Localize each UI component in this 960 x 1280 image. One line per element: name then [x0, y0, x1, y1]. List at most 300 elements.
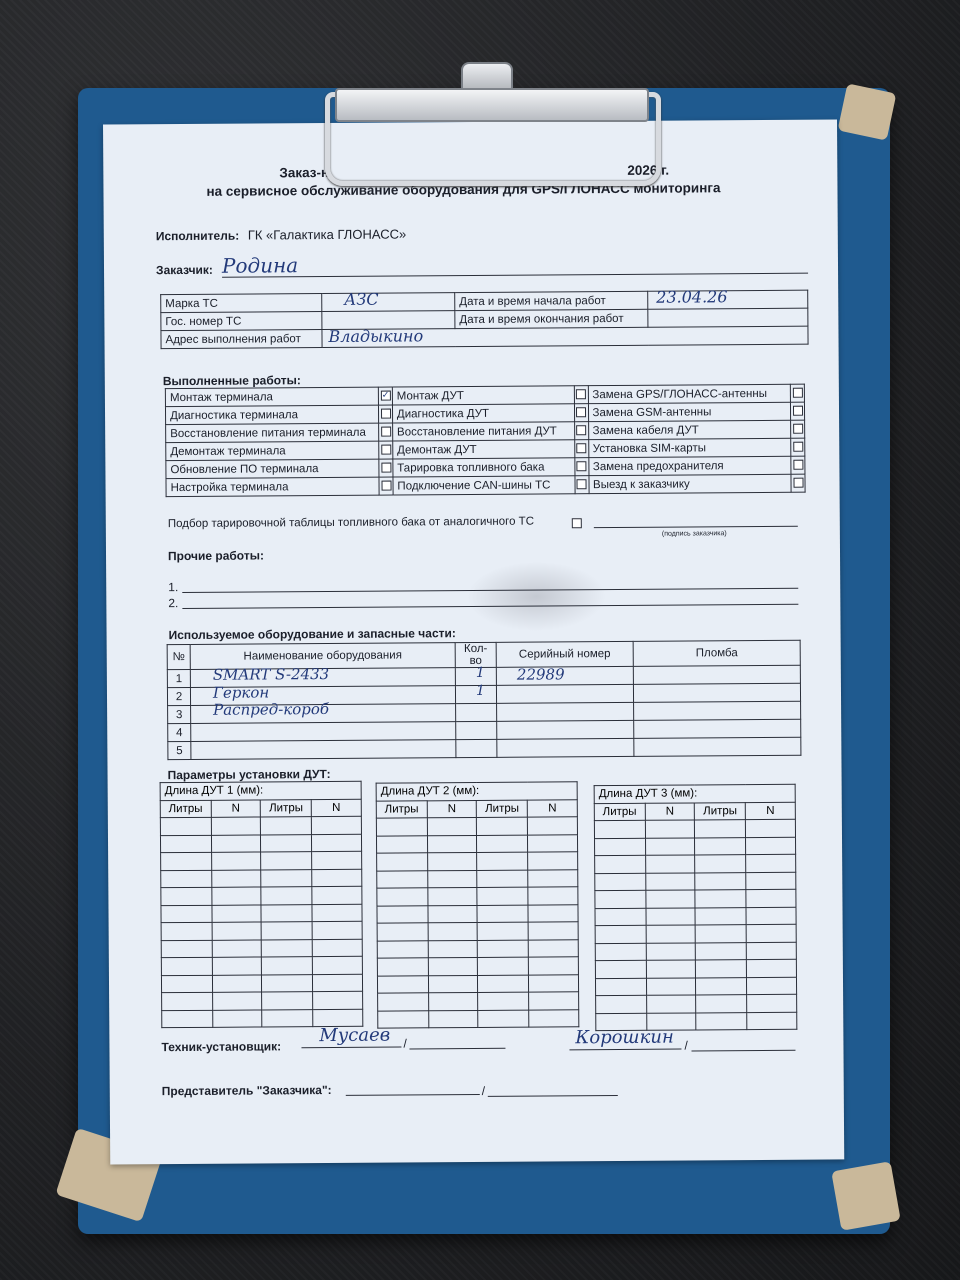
equipment-table: [167, 640, 802, 760]
dut-cell[interactable]: [312, 904, 362, 922]
dut-title: Длина ДУТ 1 (мм):: [160, 781, 361, 800]
brand-value: АЗС: [344, 289, 379, 309]
dut-cell[interactable]: [477, 905, 528, 923]
row-number: 1: [167, 669, 190, 687]
dut-cell[interactable]: [262, 922, 313, 940]
dut-cell[interactable]: [261, 852, 312, 870]
dut-cell[interactable]: [262, 1009, 313, 1027]
work-checkbox[interactable]: [793, 388, 803, 398]
work-item-label: Тарировка топливного бака: [393, 458, 575, 477]
dut-cell[interactable]: [696, 995, 747, 1013]
dut-cell[interactable]: [377, 923, 428, 941]
dut-cell[interactable]: [745, 819, 795, 837]
dut-cell[interactable]: [528, 957, 578, 975]
work-item-label: Монтаж ДУТ: [392, 386, 574, 405]
dut-row: [595, 837, 796, 856]
dut-row: [378, 992, 579, 1011]
dut-row: [594, 819, 795, 838]
dut-cell[interactable]: [161, 975, 212, 993]
dut-cell[interactable]: [261, 869, 312, 887]
dut-cell[interactable]: [747, 1012, 797, 1030]
dut-cell[interactable]: [377, 975, 428, 993]
dut-cell[interactable]: [528, 922, 578, 940]
dut-row: [595, 907, 796, 926]
work-checkbox[interactable]: [576, 426, 586, 436]
dut-cell[interactable]: [428, 922, 478, 940]
dut-row: [595, 977, 796, 996]
other-works-heading: Прочие работы:: [167, 548, 264, 564]
dut-row: [160, 816, 361, 835]
address-label: Адрес выполнения работ: [161, 330, 322, 349]
row-number: 2: [167, 687, 190, 705]
dut-cell[interactable]: [646, 925, 696, 943]
dut-row: [377, 957, 578, 976]
dut-row: [595, 854, 796, 873]
dut-cell[interactable]: [161, 852, 212, 870]
dut-cell[interactable]: [595, 838, 646, 856]
technician-sign-line-2: [569, 1049, 681, 1051]
dut-table-2: [376, 781, 580, 1028]
dut-row: [377, 922, 578, 941]
dut-cell[interactable]: [160, 817, 211, 835]
technician-name-line-1: [409, 1048, 505, 1050]
equipment-serial: [497, 702, 634, 721]
dut-col-header: N: [527, 799, 577, 817]
dut-row: [377, 939, 578, 958]
dut-row: [595, 889, 796, 908]
work-item-label: Установка SIM-карты: [588, 438, 791, 457]
dut-title: Длина ДУТ 3 (мм):: [594, 784, 795, 803]
dut-cell[interactable]: [427, 835, 477, 853]
technician-signature-1: Мусаев: [319, 1024, 391, 1047]
work-checkbox[interactable]: ✓: [381, 390, 390, 401]
dut-cell[interactable]: [211, 852, 261, 870]
equipment-name: [191, 740, 456, 760]
dut-cell[interactable]: [428, 940, 478, 958]
dut-cell[interactable]: [162, 1010, 213, 1028]
dut-cell[interactable]: [646, 942, 696, 960]
work-checkbox[interactable]: [577, 480, 587, 490]
dut-cell[interactable]: [746, 837, 796, 855]
dut-cell[interactable]: [595, 873, 646, 891]
other-works-item-2: 2.: [168, 596, 179, 611]
dut-cell[interactable]: [645, 872, 695, 890]
dut-col-header: Литры: [594, 803, 645, 821]
work-checkbox[interactable]: [793, 424, 803, 434]
plate-label: Гос. номер ТС: [161, 312, 322, 331]
dut-cell[interactable]: [595, 855, 646, 873]
dut-cell[interactable]: [478, 975, 529, 993]
dut-cell[interactable]: [161, 887, 212, 905]
tariff-label: Подбор тарировочной таблицы топливного бака от аналогичного ТС: [167, 515, 535, 531]
dut-col-header: N: [745, 802, 795, 820]
dut-cell[interactable]: [645, 890, 695, 908]
work-checkbox[interactable]: [576, 390, 586, 400]
equipment-seal: [634, 737, 801, 756]
dut-col-header: Литры: [261, 799, 312, 817]
dut-heading: Параметры установки ДУТ:: [167, 766, 331, 783]
customer-label: Заказчик:: [155, 262, 213, 278]
dut-cell[interactable]: [528, 904, 578, 922]
dut-cell[interactable]: [596, 995, 647, 1013]
title-line1-left: Заказ-н: [279, 164, 330, 181]
dut-row: [161, 904, 362, 923]
technician-sign-line-1: [301, 1047, 401, 1049]
dut-cell[interactable]: [746, 942, 796, 960]
dut-cell[interactable]: [696, 960, 747, 978]
dut-cell[interactable]: [377, 853, 428, 871]
dut-cell[interactable]: [211, 834, 261, 852]
equipment-seal: [634, 719, 801, 738]
dut-row: [161, 939, 362, 958]
equipment-heading: Используемое оборудование и запасные части:: [168, 626, 456, 643]
dut-cell[interactable]: [428, 905, 478, 923]
dut-cell[interactable]: [477, 870, 528, 888]
dut-cell[interactable]: [696, 942, 747, 960]
dut-title: Длина ДУТ 2 (мм):: [376, 782, 577, 801]
dut-cell[interactable]: [378, 993, 429, 1011]
dut-cell[interactable]: [312, 851, 362, 869]
dut-cell[interactable]: [529, 1009, 579, 1027]
dut-cell[interactable]: [211, 817, 261, 835]
work-item-label: Выезд к заказчику: [588, 474, 791, 493]
dut-cell[interactable]: [212, 904, 262, 922]
dut-cell[interactable]: [645, 855, 695, 873]
dut-cell[interactable]: [695, 855, 746, 873]
dut-cell[interactable]: [162, 992, 213, 1010]
dut-cell[interactable]: [377, 940, 428, 958]
dut-cell[interactable]: [262, 974, 313, 992]
dut-col-header: N: [211, 799, 261, 817]
dut-row: [376, 834, 577, 853]
dut-cell[interactable]: [212, 1009, 262, 1027]
dut-cell[interactable]: [427, 852, 477, 870]
col-seal: Пломба: [633, 640, 800, 666]
dut-row: [377, 904, 578, 923]
dut-cell[interactable]: [212, 922, 262, 940]
dut-cell[interactable]: [478, 922, 529, 940]
equipment-qty: [456, 739, 497, 757]
dut-row: [161, 869, 362, 888]
work-checkbox[interactable]: [576, 408, 586, 418]
dut-cell[interactable]: [261, 817, 312, 835]
work-checkbox[interactable]: [381, 409, 391, 419]
dut-cell[interactable]: [595, 978, 646, 996]
works-table: [165, 384, 806, 497]
dut-cell[interactable]: [477, 835, 528, 853]
dut-cell[interactable]: [595, 943, 646, 961]
works-row: [166, 474, 805, 496]
dut-cell[interactable]: [478, 1010, 529, 1028]
clipboard-corner: [831, 1161, 901, 1231]
work-item-label: Восстановление питания ДУТ: [392, 422, 574, 441]
dut-cell[interactable]: [528, 834, 578, 852]
work-checkbox[interactable]: [793, 442, 803, 452]
dut-cell[interactable]: [527, 817, 577, 835]
stain: [466, 561, 606, 632]
equipment-seal: [633, 683, 800, 702]
work-item-label: Настройка терминала: [166, 477, 379, 496]
dut-cell[interactable]: [161, 922, 212, 940]
dut-cell[interactable]: [211, 887, 261, 905]
dut-cell[interactable]: [746, 872, 796, 890]
dut-cell[interactable]: [696, 1012, 747, 1030]
clipboard-clip: [325, 62, 655, 180]
representative-sign-line: [346, 1094, 480, 1096]
dut-cell[interactable]: [312, 834, 362, 852]
dut-cell[interactable]: [529, 974, 579, 992]
dut-col-header: N: [311, 799, 361, 817]
dut-row: [160, 834, 361, 853]
work-item-label: Монтаж терминала: [165, 387, 378, 406]
dut-cell[interactable]: [312, 939, 362, 957]
dut-cell[interactable]: [262, 957, 313, 975]
row-number: 5: [168, 741, 191, 759]
technician-name-line-2: [691, 1050, 795, 1052]
dut-row: [595, 959, 796, 978]
dut-cell[interactable]: [212, 974, 262, 992]
customer-value: Родина: [221, 253, 299, 278]
dut-cell[interactable]: [595, 908, 646, 926]
work-checkbox[interactable]: [381, 463, 391, 473]
dut-cell[interactable]: [528, 869, 578, 887]
end-value: [648, 308, 808, 327]
dut-cell[interactable]: [311, 816, 361, 834]
dut-cell[interactable]: [212, 992, 262, 1010]
dut-table-1: [160, 781, 364, 1028]
dut-cell[interactable]: [595, 890, 646, 908]
dut-row: [161, 921, 362, 940]
clip-plate: [335, 88, 649, 122]
dut-cell[interactable]: [377, 888, 428, 906]
dut-cell[interactable]: [746, 924, 796, 942]
work-item-label: Замена кабеля ДУТ: [588, 420, 791, 439]
dut-cell[interactable]: [695, 890, 746, 908]
work-checkbox[interactable]: [576, 444, 586, 454]
dut-cell[interactable]: [746, 959, 796, 977]
customer-signature-line: [594, 526, 798, 528]
col-name: Наименование оборудования: [190, 643, 455, 670]
dut-cell[interactable]: [695, 820, 746, 838]
executor-label: Исполнитель:: [155, 228, 240, 244]
dut-col-header: Литры: [376, 800, 427, 818]
work-checkbox[interactable]: [793, 478, 803, 488]
dut-cell[interactable]: [261, 834, 312, 852]
equipment-name: SMART S-2433: [212, 664, 330, 684]
equipment-qty: [456, 721, 497, 739]
work-item-label: Демонтаж терминала: [166, 441, 379, 460]
row-number: 4: [168, 723, 191, 741]
work-checkbox[interactable]: [793, 406, 803, 416]
dut-cell[interactable]: [477, 852, 528, 870]
dut-cell[interactable]: [696, 925, 747, 943]
representative-label: Представитель "Заказчика":: [161, 1082, 332, 1099]
equipment-serial: 22989: [516, 665, 565, 684]
dut-cell[interactable]: [312, 956, 362, 974]
dut-row: [377, 869, 578, 888]
work-item-label: Подключение CAN-шины ТС: [393, 476, 575, 495]
work-checkbox[interactable]: [381, 427, 391, 437]
dut-col-header: Литры: [477, 800, 528, 818]
dut-cell[interactable]: [312, 869, 362, 887]
end-label: Дата и время окончания работ: [455, 309, 648, 328]
executor-value: ГК «Галактика ГЛОНАСС»: [247, 226, 407, 243]
dut-table-3: [594, 784, 798, 1031]
address-value: Владыкино: [328, 326, 424, 346]
dut-cell[interactable]: [646, 907, 696, 925]
dut-cell[interactable]: [595, 960, 646, 978]
dut-row: [595, 872, 796, 891]
dut-cell[interactable]: [528, 939, 578, 957]
equipment-seal: [634, 701, 801, 720]
dut-cell[interactable]: [211, 869, 261, 887]
dut-cell[interactable]: [747, 994, 797, 1012]
col-n: №: [167, 644, 190, 669]
start-value: 23.04.26: [656, 287, 728, 307]
dut-cell[interactable]: [427, 817, 477, 835]
equipment-seal: [633, 665, 800, 684]
dut-cell[interactable]: [746, 889, 796, 907]
dut-cell[interactable]: [696, 977, 747, 995]
dut-cell[interactable]: [746, 907, 796, 925]
equipment-name: Распред-короб: [213, 699, 330, 719]
dut-cell[interactable]: [376, 835, 427, 853]
technician-label: Техник-установщик:: [161, 1039, 282, 1055]
dut-cell[interactable]: [161, 905, 212, 923]
work-item-label: Обновление ПО терминала: [166, 459, 379, 478]
title-line1-right: 2026 г.: [627, 162, 670, 178]
dut-row: [161, 956, 362, 975]
equipment-qty: [456, 703, 497, 721]
dut-cell[interactable]: [695, 837, 746, 855]
work-item-label: Диагностика ДУТ: [392, 404, 574, 423]
dut-cell[interactable]: [747, 977, 797, 995]
equipment-serial: [497, 738, 634, 757]
dut-cell[interactable]: [428, 992, 478, 1010]
table-row: [168, 737, 801, 759]
brand-label: Марка ТС: [161, 294, 322, 313]
dut-cell[interactable]: [645, 837, 695, 855]
dut-cell[interactable]: [212, 957, 262, 975]
work-checkbox[interactable]: [577, 462, 587, 472]
dut-cell[interactable]: [312, 921, 362, 939]
dut-cell[interactable]: [477, 887, 528, 905]
dut-cell[interactable]: [528, 852, 578, 870]
dut-cell[interactable]: [262, 939, 313, 957]
dut-row: [377, 852, 578, 871]
dut-cell[interactable]: [161, 870, 212, 888]
dut-row: [378, 1009, 579, 1028]
dut-cell[interactable]: [428, 1010, 478, 1028]
dut-row: [161, 974, 362, 993]
dut-row: [595, 942, 796, 961]
dut-cell[interactable]: [594, 820, 645, 838]
vehicle-table: [160, 287, 808, 350]
dut-row: [376, 817, 577, 836]
customer-line: [222, 273, 808, 278]
dut-cell[interactable]: [161, 957, 212, 975]
representative-name-line: [488, 1095, 618, 1097]
work-checkbox[interactable]: [793, 460, 803, 470]
dut-cell[interactable]: [377, 905, 428, 923]
dut-cell[interactable]: [478, 940, 529, 958]
dut-cell[interactable]: [695, 872, 746, 890]
dut-cell[interactable]: [645, 820, 695, 838]
dut-col-header: Литры: [160, 800, 211, 818]
dut-cell[interactable]: [376, 818, 427, 836]
equipment-name: Геркон: [212, 683, 270, 702]
dut-cell[interactable]: [313, 991, 363, 1009]
dut-col-header: N: [427, 800, 477, 818]
dut-cell[interactable]: [312, 886, 362, 904]
work-item-label: Восстановление питания терминала: [166, 423, 379, 442]
dut-cell[interactable]: [478, 992, 529, 1010]
dut-row: [377, 887, 578, 906]
dut-cell[interactable]: [477, 817, 528, 835]
dut-cell[interactable]: [428, 975, 478, 993]
dut-cell[interactable]: [646, 995, 696, 1013]
equipment-serial: [496, 684, 633, 703]
equipment-qty: 1: [475, 682, 485, 699]
dut-row: [595, 924, 796, 943]
dut-cell[interactable]: [478, 957, 529, 975]
dut-cell[interactable]: [377, 870, 428, 888]
dut-cell[interactable]: [746, 854, 796, 872]
dut-cell[interactable]: [313, 974, 363, 992]
dut-cell[interactable]: [529, 992, 579, 1010]
start-label: Дата и время начала работ: [455, 291, 648, 310]
dut-row: [161, 851, 362, 870]
work-item-label: Замена GSM-антенны: [588, 402, 791, 421]
dut-row: [162, 991, 363, 1010]
dut-cell[interactable]: [160, 835, 211, 853]
dut-cell[interactable]: [428, 957, 478, 975]
work-checkbox[interactable]: [381, 481, 391, 491]
dut-cell[interactable]: [161, 940, 212, 958]
dut-cell[interactable]: [377, 958, 428, 976]
signature-caption: (подпись заказчика): [661, 530, 727, 538]
dut-cell[interactable]: [212, 939, 262, 957]
equipment-name: [191, 722, 456, 742]
dut-row: [377, 974, 578, 993]
work-item-label: Замена предохранителя: [588, 456, 791, 475]
dut-cell[interactable]: [261, 887, 312, 905]
row-number: 3: [168, 705, 191, 723]
dut-cell[interactable]: [595, 925, 646, 943]
dut-cell[interactable]: [646, 977, 696, 995]
clipboard-corner: [838, 83, 897, 140]
work-item-label: Замена GPS/ГЛОНАСС-антенны: [588, 384, 791, 403]
dut-col-header: N: [645, 802, 695, 820]
dut-cell[interactable]: [695, 907, 746, 925]
dut-cell[interactable]: [427, 887, 477, 905]
work-order-sheet: Заказ-н 2026 г. на сервисное обслуживание оборудования для GPS/ГЛОНАСС мониторинга Исполнитель: ГК «Галактика ГЛОНАСС» Заказчик: Родина Марка ТС АЗС Дата и время начала работ 23.04.26 Гос. номер ТС Дата и время окончания работ Адрес выполнения работ Владыкино Выполненные работы: Монтаж терминала ✓ Монтаж ДУТ Замена GPS/ГЛОНАСС-антенны Диагностика терминала Диагностика ДУТ Замена GSM-антенны Восстановление питания терминала Восстановление питания ДУТ Замена кабеля ДУТ Демонтаж терминала Демонтаж ДУТ Установка SIM-карты Обновление ПО терминала Тарировка топливного бака Замена предохранителя Настройка терминала Подключение CAN-шины ТС Выезд к заказчику Подбор тарировочной таблицы топливного бака от аналогичного ТС (подпись заказчика) Прочие работы: 1. 2. Используемое оборудование и запасные части: № Наименование оборудования Кол-во Серийный номер Пломба 1 SMART S-2433 1 22989 2 Геркон 1 3 Распред-короб 4 5 Параметры установки ДУТ: Длина ДУТ 1 (мм): Литры N Литры N Длина ДУТ 2 (мм): Литры N Литры N Длина ДУТ 3 (мм): Литры N Литры N Техник-установщик: Мусаев / Корошкин / Представитель "Заказчика": /: [103, 119, 844, 1164]
works-heading: Выполненные работы:: [162, 373, 301, 389]
work-checkbox[interactable]: [381, 445, 391, 455]
dut-cell[interactable]: [262, 992, 313, 1010]
equipment-qty: 1: [475, 664, 485, 681]
dut-row: [161, 886, 362, 905]
work-item-label: Диагностика терминала: [165, 405, 378, 424]
dut-cell[interactable]: [646, 960, 696, 978]
col-qty: Кол-во: [455, 642, 496, 667]
dut-cell[interactable]: [427, 870, 477, 888]
dut-cell[interactable]: [528, 887, 578, 905]
col-serial: Серийный номер: [496, 641, 633, 667]
dut-cell[interactable]: [261, 904, 312, 922]
tariff-checkbox[interactable]: [572, 518, 582, 528]
dut-col-header: Литры: [695, 802, 746, 820]
